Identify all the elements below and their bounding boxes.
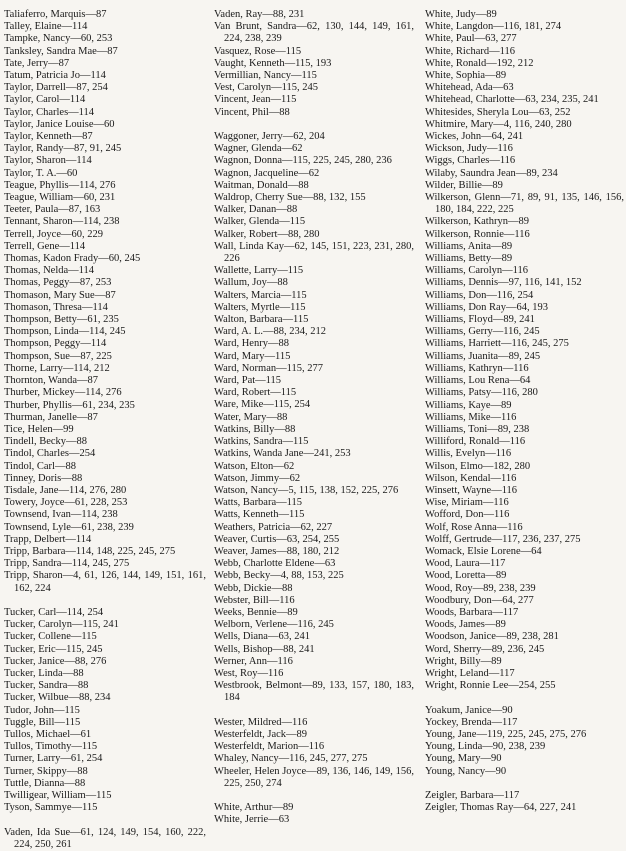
index-entry: Wickson, Judy—116 (425, 143, 513, 155)
index-column-2 (214, 9, 414, 827)
index-entry: Walters, Marcia—115 (214, 289, 307, 301)
index-entry: White, Ronald—192, 212 (425, 57, 534, 69)
index-entry: Tyson, Sammye—115 (4, 802, 98, 814)
index-entry: Townsend, Ivan—114, 238 (4, 509, 118, 521)
index-entry: Tate, Jerry—87 (4, 57, 70, 69)
index-entry: Terrell, Gene—114 (4, 240, 86, 252)
index-column-3 (425, 9, 624, 814)
index-entry: Tucker, Eric—115, 245 (4, 643, 103, 655)
index-entry: Walker, Robert—88, 280 (214, 228, 320, 240)
index-entry: Werner, Ann—116 (214, 655, 293, 667)
index-entry: Whitmire, Mary—4, 116, 240, 280 (425, 118, 572, 130)
index-entry: Thomas, Peggy—87, 253 (4, 277, 112, 289)
index-entry: Tucker, Carolyn—115, 241 (4, 619, 119, 631)
index-entry: Taylor, Randy—87, 91, 245 (4, 143, 122, 155)
index-entry: Teague, William—60, 231 (4, 192, 116, 204)
index-entry: Watkins, Wanda Jane—241, 253 (214, 448, 351, 460)
index-entry: Woods, James—89 (425, 619, 506, 631)
index-entry: Vest, Carolyn—115, 245 (214, 82, 319, 94)
index-entry: Walker, Glenda—115 (214, 216, 306, 228)
index-entry: Wallette, Larry—115 (214, 265, 304, 277)
index-entry: Wallum, Joy—88 (214, 277, 288, 289)
index-entry: West, Roy—116 (214, 667, 284, 679)
index-entry: Wright, Leland—117 (425, 667, 515, 679)
index-entry: Vincent, Jean—115 (214, 94, 297, 106)
index-entry: Tudor, John—115 (4, 704, 80, 716)
index-entry: Tennant, Sharon—114, 238 (4, 216, 120, 228)
index-entry: Wilder, Billie—89 (425, 179, 503, 191)
index-entry: Williams, Anita—89 (425, 240, 513, 252)
index-entry: Waldrop, Cherry Sue—88, 132, 155 (214, 192, 366, 204)
index-entry: Watkins, Sandra—115 (214, 436, 309, 448)
index-entry: Taylor, Kenneth—87 (4, 131, 93, 143)
index-entry: Williams, Kathryn—116 (425, 362, 529, 374)
index-entry: Zeigler, Barbara—117 (425, 789, 520, 801)
index-entry: Young, Linda—90, 238, 239 (425, 741, 546, 753)
index-entry: Whaley, Nancy—116, 245, 277, 275 (214, 753, 368, 765)
index-entry: Tullos, Michael—61 (4, 728, 92, 740)
index-entry: Tanksley, Sandra Mae—87 (4, 45, 118, 57)
index-entry: Watts, Barbara—115 (214, 497, 302, 509)
index-entry: Woodson, Janice—89, 238, 281 (425, 631, 559, 643)
index-entry: Vaden, Ray—88, 231 (214, 9, 305, 20)
index-entry: Tindol, Carl—88 (4, 460, 76, 472)
index-entry: Ware, Mike—115, 254 (214, 399, 311, 411)
index-entry: Whitehead, Charlotte—63, 234, 235, 241 (425, 94, 599, 106)
index-entry: Weathers, Patricia—62, 227 (214, 521, 333, 533)
index-entry: Wood, Laura—117 (425, 558, 506, 570)
index-entry: Yoakum, Janice—90 (425, 704, 513, 716)
index-entry: Wright, Billy—89 (425, 655, 502, 667)
index-entry: Wall, Linda Kay—62, 145, 151, 223, 231, 280, 226 (214, 240, 414, 265)
index-entry: Wilkerson, Kathryn—89 (425, 216, 529, 228)
index-entry: Tuttle, Dianna—88 (4, 777, 86, 789)
index-entry: Taylor, T. A.—60 (4, 167, 78, 179)
index-entry: Ward, A. L.—88, 234, 212 (214, 326, 327, 338)
index-entry: Weeks, Bennie—89 (214, 606, 298, 618)
index-entry: Tucker, Wilbue—88, 234 (4, 692, 111, 704)
index-entry: Wolf, Rose Anna—116 (425, 521, 523, 533)
index-entry: Thomas, Nelda—114 (4, 265, 95, 277)
index-entry: Weaver, Curtis—63, 254, 255 (214, 533, 340, 545)
index-entry: Taylor, Carol—114 (4, 94, 86, 106)
index-entry: Tuggle, Bill—115 (4, 716, 81, 728)
index-entry: Taylor, Charles—114 (4, 106, 95, 118)
index-entry: White, Langdon—116, 181, 274 (425, 21, 562, 33)
index-entry: Tucker, Linda—88 (4, 667, 84, 679)
index-entry: Thompson, Peggy—114 (4, 338, 107, 350)
index-entry: Williams, Lou Rena—64 (425, 375, 531, 387)
index-entry: Taylor, Darrell—87, 254 (4, 82, 108, 94)
index-entry: Tindell, Becky—88 (4, 436, 88, 448)
index-entry: Webster, Bill—116 (214, 594, 295, 606)
index-entry: Womack, Elsie Lorene—64 (425, 545, 542, 557)
index-entry: Williams, Don—116, 254 (425, 289, 534, 301)
index-entry: Taylor, Sharon—114 (4, 155, 92, 167)
index-entry: Tampke, Nancy—60, 253 (4, 33, 113, 45)
index-entry: Welborn, Verlene—116, 245 (214, 619, 334, 631)
index-entry: Twilligear, William—115 (4, 789, 112, 801)
index-entry: Tucker, Carl—114, 254 (4, 606, 104, 618)
index-entry: Water, Mary—88 (214, 411, 288, 423)
index-entry: Townsend, Lyle—61, 238, 239 (4, 521, 134, 533)
index-entry: Wagner, Glenda—62 (214, 143, 303, 155)
index-entry: White, Jerrie—63 (214, 814, 290, 826)
index-entry: Ward, Robert—115 (214, 387, 297, 399)
index-entry: Terrell, Joyce—60, 229 (4, 228, 103, 240)
index-entry: Wilaby, Saundra Jean—89, 234 (425, 167, 558, 179)
index-entry: Yockey, Brenda—117 (425, 716, 518, 728)
index-entry: Walters, Myrtle—115 (214, 301, 306, 313)
index-entry: Thorne, Larry—114, 212 (4, 362, 110, 374)
index-entry: Tinney, Doris—88 (4, 472, 83, 484)
index-entry: Wolff, Gertrude—117, 236, 237, 275 (425, 533, 581, 545)
index-entry: Taylor, Janice Louise—60 (4, 118, 115, 130)
index-entry: Tucker, Sandra—88 (4, 680, 89, 692)
index-entry: Vaught, Kenneth—115, 193 (214, 57, 332, 69)
index-entry: Wood, Loretta—89 (425, 570, 507, 582)
index-entry: Wilkerson, Glenn—71, 89, 91, 135, 146, 156, 180, 184, 222, 225 (425, 192, 624, 216)
index-entry: Williams, Toni—89, 238 (425, 423, 530, 435)
index-entry: Wiggs, Charles—116 (425, 155, 516, 167)
index-entry: Young, Nancy—90 (425, 765, 507, 777)
index-entry: Van Brunt, Sandra—62, 130, 144, 149, 161, 224, 238, 239 (214, 21, 414, 45)
index-entry: Wood, Roy—89, 238, 239 (425, 582, 536, 594)
index-entry: Talley, Elaine—114 (4, 21, 88, 33)
index-entry: Thomas, Kadon Frady—60, 245 (4, 253, 141, 265)
index-entry: Watson, Jimmy—62 (214, 472, 301, 484)
index-entry: Watson, Nancy—5, 115, 138, 152, 225, 276 (214, 484, 399, 496)
index-entry: Webb, Becky—4, 88, 153, 225 (214, 570, 344, 582)
index-entry: Tripp, Sharon—4, 61, 126, 144, 149, 151, 161, 162, 224 (4, 570, 206, 594)
index-entry: Williams, Betty—89 (425, 253, 513, 265)
index-entry: Wagnon, Donna—115, 225, 245, 280, 236 (214, 155, 392, 167)
index-entry: Walton, Barbara—115 (214, 314, 309, 326)
index-entry: Ward, Henry—88 (214, 338, 289, 350)
index-entry: Taliaferro, Marquis—87 (4, 9, 107, 20)
index-entry: Ward, Mary—115 (214, 350, 291, 362)
index-entry: Webb, Dickie—88 (214, 582, 293, 594)
index-entry: Woods, Barbara—117 (425, 606, 519, 618)
index-entry: Teague, Phyllis—114, 276 (4, 179, 116, 191)
index-entry: Zeigler, Thomas Ray—64, 227, 241 (425, 802, 577, 814)
index-entry: Tatum, Patricia Jo—114 (4, 70, 106, 82)
index-entry: Williams, Dennis—97, 116, 141, 152 (425, 277, 582, 289)
index-entry: Ward, Norman—115, 277 (214, 362, 323, 374)
index-entry: Tripp, Barbara—114, 148, 225, 245, 275 (4, 545, 176, 557)
index-entry: Young, Jane—119, 225, 245, 275, 276 (425, 728, 587, 740)
index-entry: Whitehead, Ada—63 (425, 82, 514, 94)
index-entry: Vincent, Phil—88 (214, 106, 290, 118)
index-entry: Tindol, Charles—254 (4, 448, 96, 460)
index-entry: Turner, Larry—61, 254 (4, 753, 103, 765)
index-entry: Williams, Kaye—89 (425, 399, 512, 411)
index-entry: Thompson, Linda—114, 245 (4, 326, 126, 338)
index-entry: Whitesides, Sheryla Lou—63, 252 (425, 106, 571, 118)
index-entry: Williford, Ronald—116 (425, 436, 526, 448)
index-entry: Webb, Charlotte Eldene—63 (214, 558, 336, 570)
index-entry: Waggoner, Jerry—62, 204 (214, 131, 325, 143)
index-entry: Vaden, Ida Sue—61, 124, 149, 154, 160, 222, 224, 250, 261 (4, 826, 206, 850)
index-entry: Westerfeldt, Jack—89 (214, 728, 308, 740)
index-entry: Thornton, Wanda—87 (4, 375, 99, 387)
index-entry: Trapp, Delbert—114 (4, 533, 92, 545)
index-entry: Thomason, Mary Sue—87 (4, 289, 116, 301)
index-entry: White, Richard—116 (425, 45, 516, 57)
index-entry: White, Sophia—89 (425, 70, 507, 82)
index-entry: Young, Mary—90 (425, 753, 502, 765)
index-entry: Word, Sherry—89, 236, 245 (425, 643, 545, 655)
index-entry: Wilson, Elmo—182, 280 (425, 460, 531, 472)
index-entry: Thurber, Mickey—114, 276 (4, 387, 122, 399)
index-entry: Teeter, Paula—87, 163 (4, 204, 101, 216)
index-entry: Williams, Gerry—116, 245 (425, 326, 540, 338)
index-entry: White, Paul—63, 277 (425, 33, 517, 45)
index-entry: Turner, Skippy—88 (4, 765, 88, 777)
index-entry: Wright, Ronnie Lee—254, 255 (425, 680, 556, 692)
index-entry: White, Judy—89 (425, 9, 497, 20)
index-entry: Williams, Mike—116 (425, 411, 517, 423)
index-entry: Tisdale, Jane—114, 276, 280 (4, 484, 127, 496)
index-entry: Thurber, Phyllis—61, 234, 235 (4, 399, 135, 411)
index-entry: Thompson, Betty—61, 235 (4, 314, 119, 326)
index-entry: Weaver, James—88, 180, 212 (214, 545, 340, 557)
index-entry: Westerfeldt, Marion—116 (214, 741, 325, 753)
index-entry: Williams, Harriett—116, 245, 275 (425, 338, 569, 350)
index-entry: Tullos, Timothy—115 (4, 741, 98, 753)
index-entry: Wester, Mildred—116 (214, 716, 308, 728)
index-entry: Wilkerson, Ronnie—116 (425, 228, 530, 240)
index-entry: Thomason, Thresa—114 (4, 301, 108, 313)
index-entry: Vermillian, Nancy—115 (214, 70, 317, 82)
index-entry: Thompson, Sue—87, 225 (4, 350, 112, 362)
index-entry: Williams, Juanita—89, 245 (425, 350, 541, 362)
index-entry: Towery, Joyce—61, 228, 253 (4, 497, 128, 509)
index-entry: Williams, Don Ray—64, 193 (425, 301, 548, 313)
index-entry: Williams, Patsy—116, 280 (425, 387, 538, 399)
index-entry: Willis, Evelyn—116 (425, 448, 512, 460)
index-entry: Wilson, Kendal—116 (425, 472, 517, 484)
index-entry: Winsett, Wayne—116 (425, 484, 518, 496)
index-entry: Thurman, Janelle—87 (4, 411, 98, 423)
index-entry: Waitman, Donald—88 (214, 179, 309, 191)
index-entry: White, Arthur—89 (214, 802, 294, 814)
index-entry: Wells, Bishop—88, 241 (214, 643, 315, 655)
index-entry: Watson, Elton—62 (214, 460, 295, 472)
index-entry: Williams, Floyd—89, 241 (425, 314, 535, 326)
index-entry: Watts, Kenneth—115 (214, 509, 305, 521)
index-entry: Tucker, Janice—88, 276 (4, 655, 107, 667)
index-entry: Wagnon, Jacqueline—62 (214, 167, 320, 179)
index-entry: Tice, Helen—99 (4, 423, 74, 435)
index-entry: Wheeler, Helen Joyce—89, 136, 146, 149, 156, 225, 250, 274 (214, 765, 414, 789)
index-column-1 (4, 9, 206, 851)
index-entry: Wise, Miriam—116 (425, 497, 509, 509)
index-entry: Tripp, Sandra—114, 245, 275 (4, 558, 130, 570)
index-entry: Watkins, Billy—88 (214, 423, 296, 435)
index-entry: Woodbury, Don—64, 277 (425, 594, 534, 606)
index-entry: Wells, Diana—63, 241 (214, 631, 310, 643)
index-entry: Ward, Pat—115 (214, 375, 282, 387)
index-entry: Vasquez, Rose—115 (214, 45, 302, 57)
index-entry: Wofford, Don—116 (425, 509, 510, 521)
index-entry: Williams, Carolyn—116 (425, 265, 529, 277)
index-entry: Westbrook, Belmont—89, 133, 157, 180, 183, 184 (214, 680, 414, 704)
index-entry: Wickes, John—64, 241 (425, 131, 524, 143)
index-entry: Tucker, Collene—115 (4, 631, 97, 643)
index-entry: Walker, Danan—88 (214, 204, 298, 216)
